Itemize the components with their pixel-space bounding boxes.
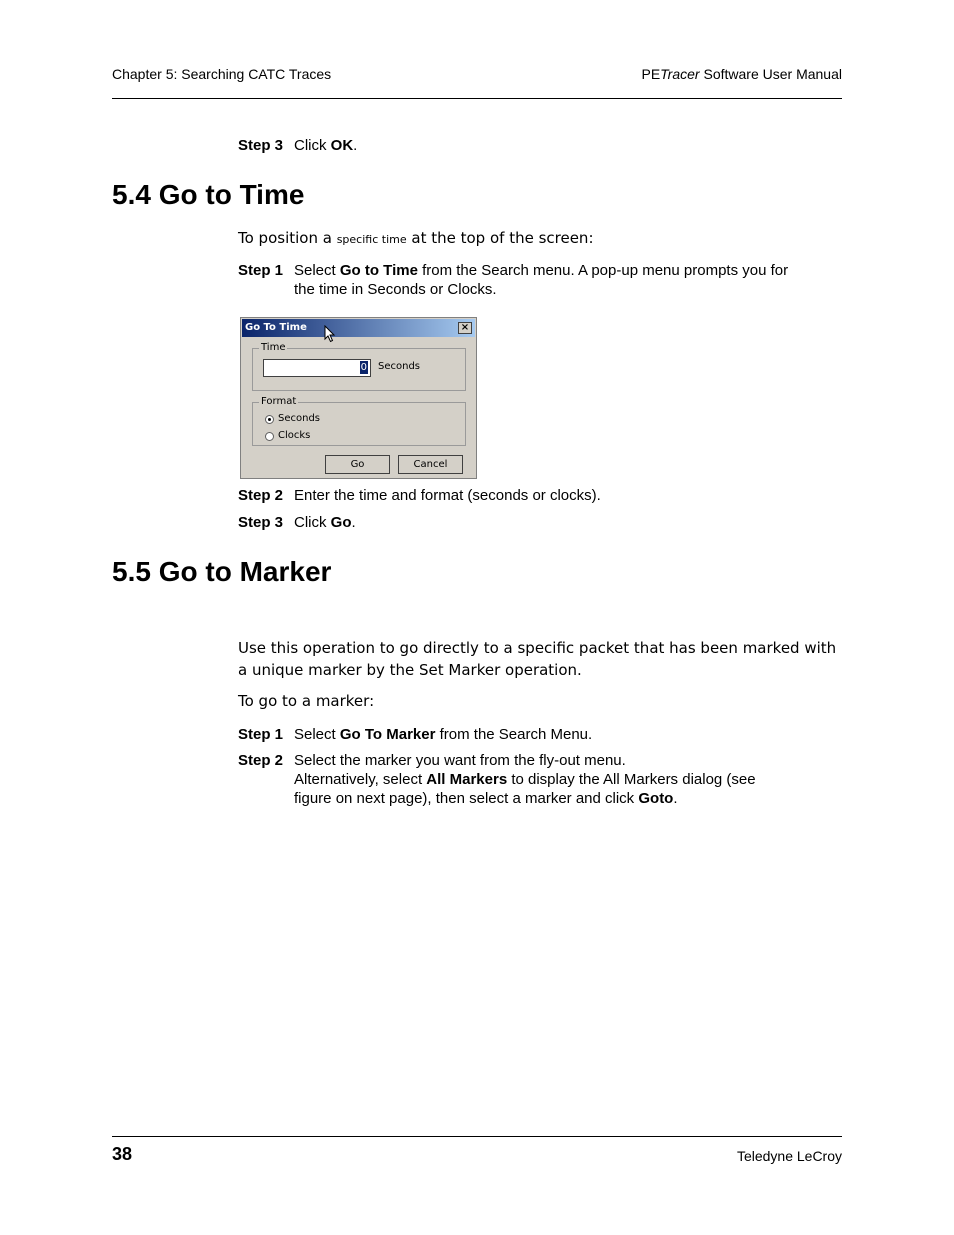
step-bold-goto: Goto xyxy=(638,790,674,807)
go-to-time-dialog xyxy=(240,317,477,479)
section-title-go-to-marker: 5.5 Go to Marker xyxy=(112,556,332,587)
step-text-pre: Click xyxy=(294,514,331,531)
step-label: Step 2 xyxy=(238,752,284,769)
header-rule xyxy=(112,98,842,99)
step-bold: OK xyxy=(330,137,354,154)
step-text-post: . xyxy=(351,514,356,531)
step-text: Enter the time and format (seconds or clocks). xyxy=(294,487,601,504)
step-text xyxy=(294,136,794,155)
step-text xyxy=(294,751,784,808)
step-text xyxy=(294,725,794,744)
manual-suffix: Software User Manual xyxy=(699,66,842,82)
manual-italic: Tracer xyxy=(660,66,700,82)
cancel-button[interactable]: Cancel xyxy=(398,455,463,474)
step-text xyxy=(294,261,789,299)
time-group xyxy=(252,342,466,391)
close-icon[interactable]: × xyxy=(458,322,472,334)
step-text-post: . xyxy=(353,137,358,154)
time-input[interactable] xyxy=(263,359,371,377)
step-label: Step 3 xyxy=(238,137,284,154)
step-bold: Go to Time xyxy=(339,262,418,279)
section-title-go-to-time: 5.4 Go to Time xyxy=(112,179,305,210)
step-text-pre: Select xyxy=(294,726,340,743)
manual-prefix: PE xyxy=(641,66,661,82)
step-bold-all-markers: All Markers xyxy=(426,771,508,788)
clocks-radio[interactable] xyxy=(265,432,274,441)
intro-post: at the top of the screen: xyxy=(406,229,594,247)
section-55-intro: Use this operation to go directly to a specific packet that has been marked with a unique marker by the Set Marker operation. xyxy=(238,639,837,679)
step-label: Step 2 xyxy=(238,487,284,504)
dialog-titlebar xyxy=(242,319,475,337)
dialog-title: Go To Time xyxy=(245,322,307,333)
intro-pre: To position a xyxy=(238,229,337,247)
step-label: Step 1 xyxy=(238,726,284,743)
footer-rule xyxy=(112,1136,842,1137)
step-text-pre: Select xyxy=(294,262,340,279)
step-text-post: from the Search Menu. xyxy=(435,726,593,743)
step-text-mid: to display the All Markers dialog (see figure on next page), then select a marker and click xyxy=(294,771,756,807)
footer-company: Teledyne LeCroy xyxy=(736,1148,842,1164)
format-group-label: Format xyxy=(261,396,297,407)
running-header-manual xyxy=(641,66,842,82)
seconds-units-label: Seconds xyxy=(378,361,421,372)
running-header-chapter: Chapter 5: Searching CATC Traces xyxy=(112,66,332,82)
step-label: Step 3 xyxy=(238,514,284,531)
seconds-option-label: Seconds xyxy=(278,413,321,424)
time-value: 0 xyxy=(360,362,367,373)
step-text-pre: Click xyxy=(294,137,331,154)
step-text xyxy=(294,513,794,532)
seconds-radio[interactable] xyxy=(265,415,274,424)
go-button[interactable]: Go xyxy=(325,455,390,474)
step-text-line1: Select the marker you want from the fly-out menu. xyxy=(294,752,626,769)
step-text-post: . xyxy=(673,790,678,807)
time-group-label: Time xyxy=(261,342,286,353)
mouse-cursor-icon xyxy=(324,325,336,343)
section-54-intro xyxy=(238,229,594,247)
step-bold: Go xyxy=(330,514,352,531)
format-group xyxy=(252,396,466,446)
page-number: 38 xyxy=(112,1144,133,1164)
step-text-post: from the Search menu. A pop-up menu prompts you for the time in Seconds or Clocks. xyxy=(294,262,789,298)
step-text-pre: Alternatively, select xyxy=(294,771,427,788)
step-label: Step 1 xyxy=(238,262,284,279)
clocks-option-label: Clocks xyxy=(278,430,311,441)
section-55-lead: To go to a marker: xyxy=(238,692,375,710)
intro-small: specific time xyxy=(336,233,407,246)
step-bold: Go To Marker xyxy=(339,726,436,743)
